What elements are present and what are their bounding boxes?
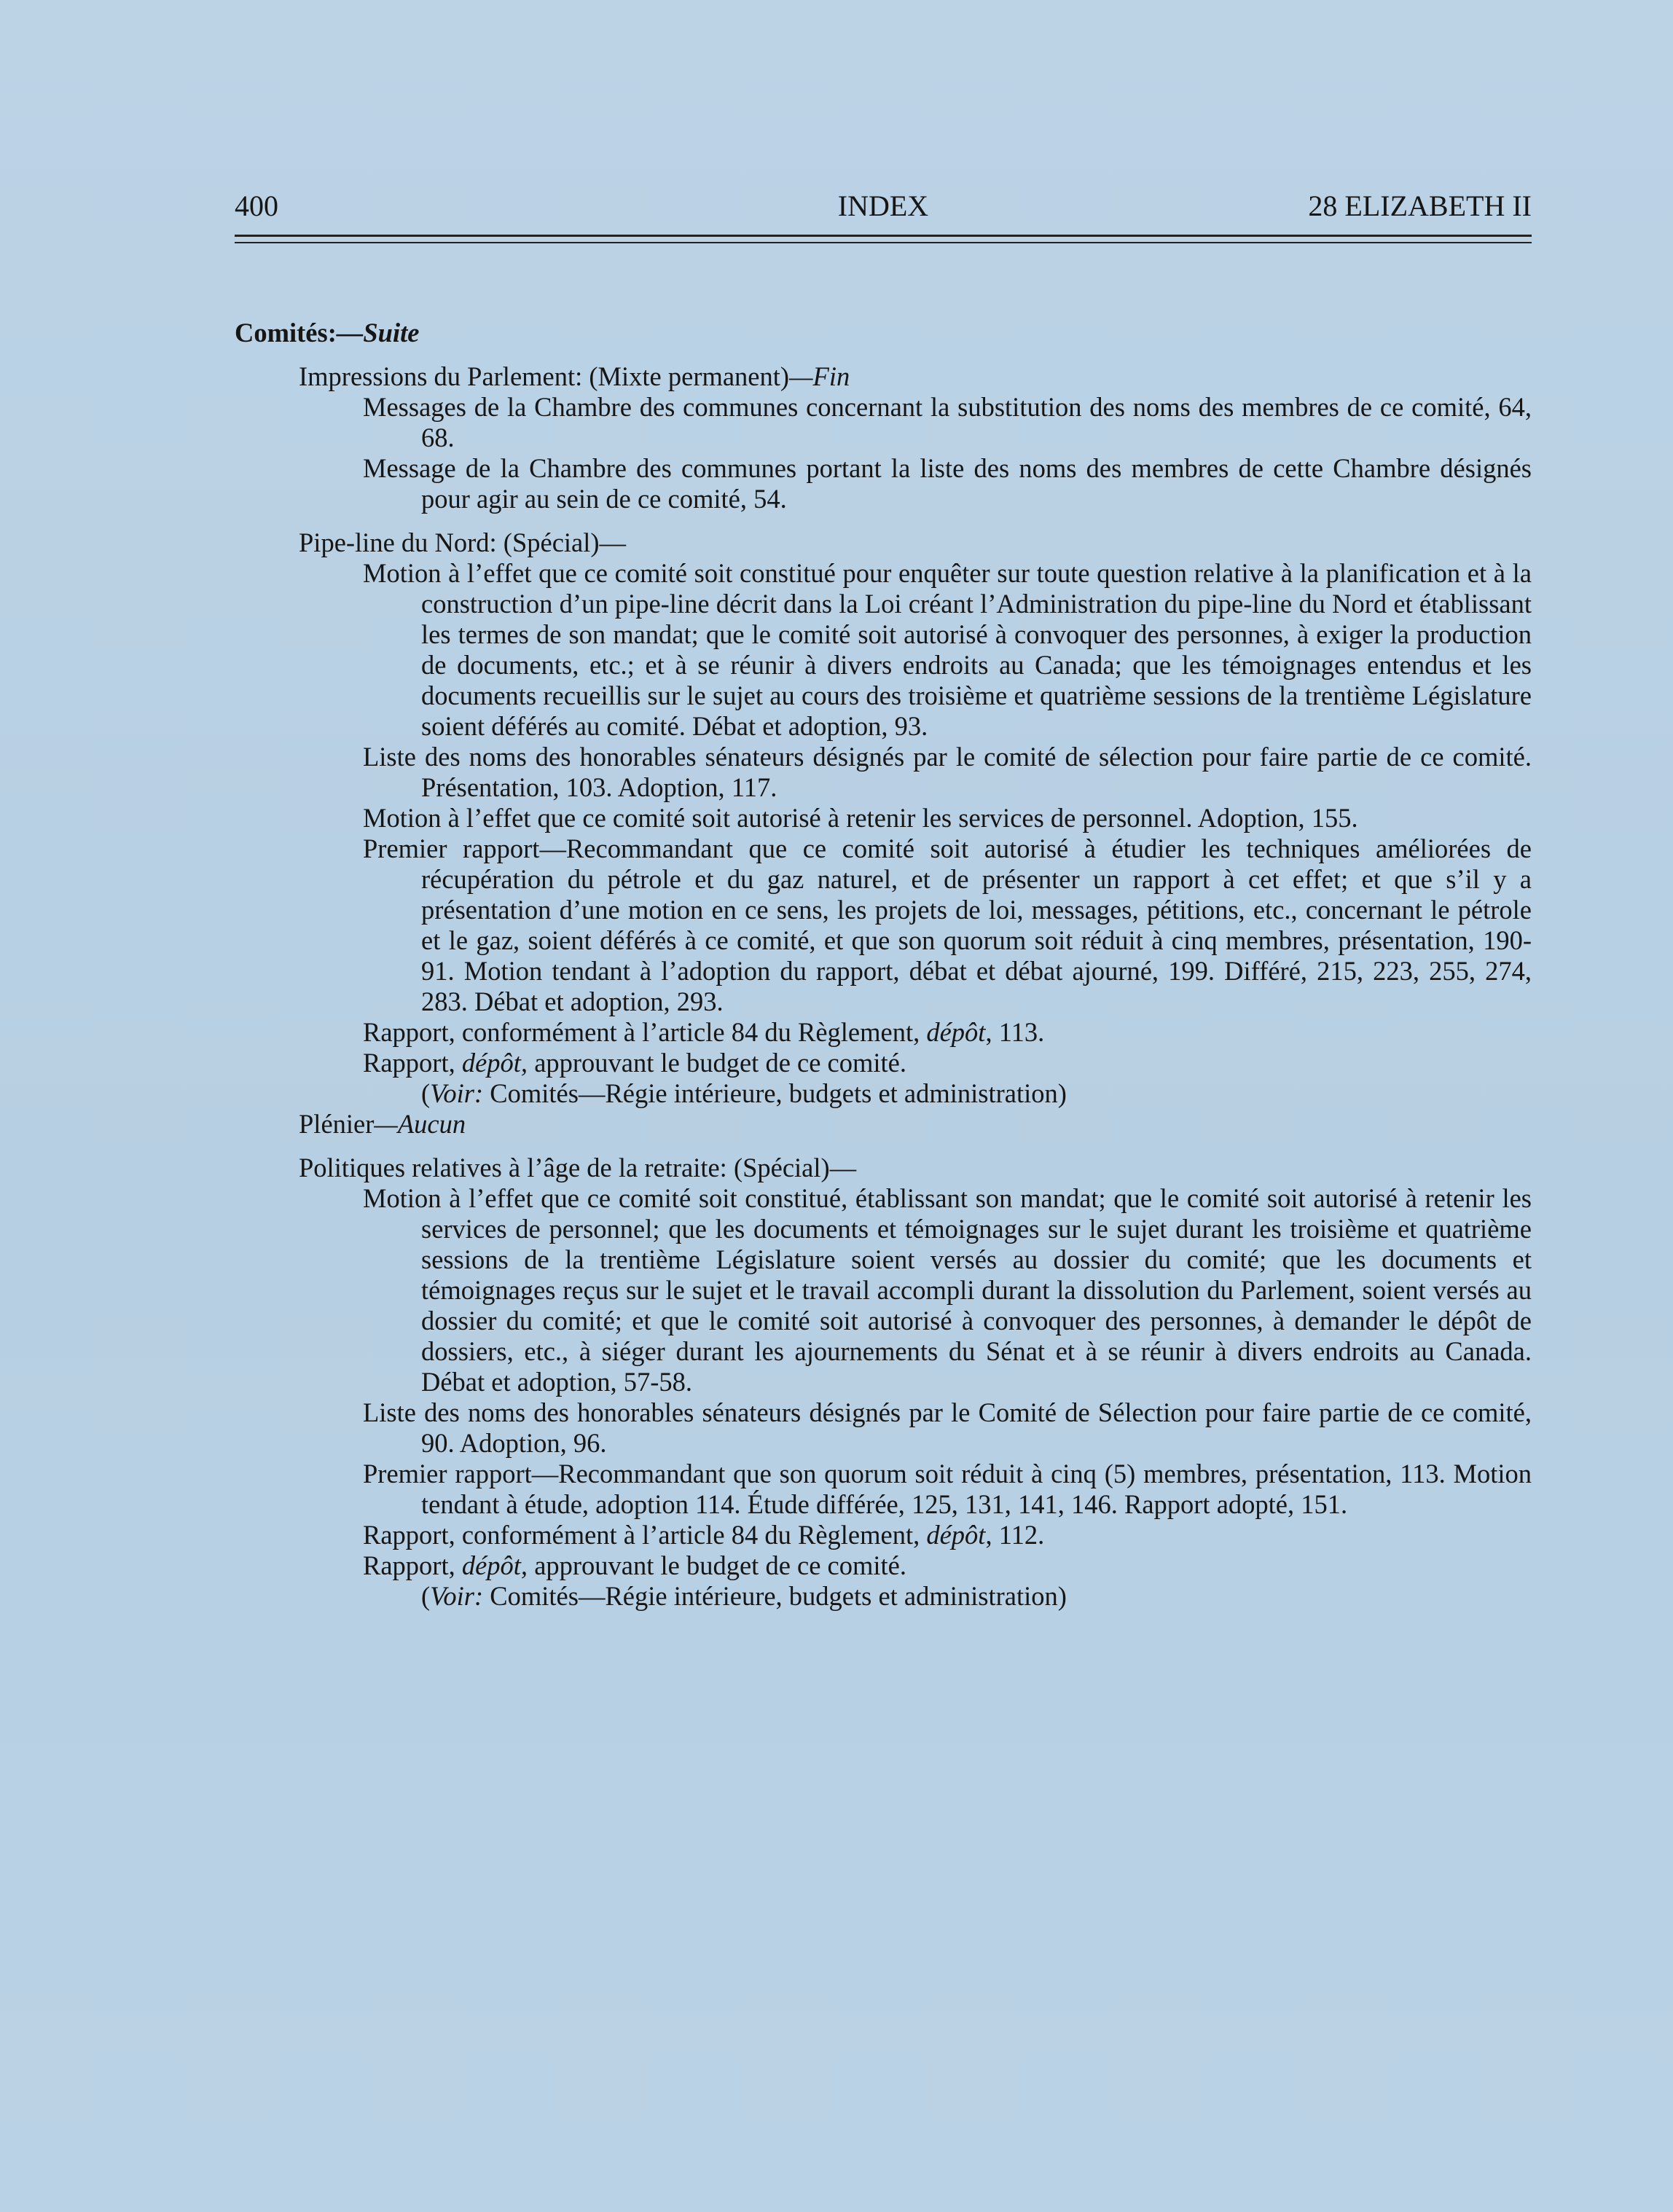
index-entry: Premier rapport—Recommandant que son quorum soit réduit à cinq (5) membres, présentation, 113. Motion tendant à étude, adoption 114. Étude différée, 125, 131, 141, 146. Rapport adopté, 151. — [363, 1459, 1532, 1519]
index-entry: Liste des noms des honorables sénateurs désignés par le comité de sélection pour faire partie de ce comité. Présentation, 103. Adoption, 117. — [363, 742, 1532, 802]
page-number: 400 — [235, 189, 278, 222]
header-reign: 28 ELIZABETH II — [1308, 189, 1532, 222]
subentry-heading-plenier — [235, 1109, 1532, 1140]
index-entry-rapport — [299, 1017, 1532, 1048]
header-rule-bottom — [235, 242, 1532, 243]
entry-italic: dépôt — [926, 1520, 986, 1550]
entry-text: Rapport, — [363, 1550, 462, 1580]
subentry-heading-politiques: Politiques relatives à l’âge de la retraite: (Spécial)— — [299, 1153, 857, 1183]
section-continuation: —Suite — [336, 318, 420, 348]
entry-italic: dépôt, — [461, 1550, 528, 1580]
index-entry: Premier rapport—Recommandant que ce comité soit autorisé à étudier les techniques améliorées de récupération du pétrole et du gaz naturel, et de présenter un rapport à cet effet; et que s’il y a présentation d’une motion en ce sens, les projets de loi, messages, pétitions, etc., concernant le pétrole et le gaz, soient déférés à ce comité, et que son quorum soit réduit à cinq membres, présentation, 190-91. Motion tendant à l’adoption du rapport, débat et débat ajourné, 199. Différé, 215, 223, 255, 274, 283. Débat et adoption, 293. — [363, 834, 1532, 1016]
index-entry: Motion à l’effet que ce comité soit constitué pour enquêter sur toute question relative à la planification et à la construction d’un pipe-line décrit dans la Loi créant l’Administration du pipe-line du Nord et établissant les termes de son mandat; que le comité soit autorisé à convoquer des personnes, à exiger la production de documents, etc.; et à se réunir à divers endroits au Canada; que les témoignages entendus et les documents recueillis sur le sujet au cours des troisième et quatrième sessions de la trentième Législature soient déférés au comité. Débat et adoption, 93. — [363, 558, 1532, 741]
subentry-heading-pipeline: Pipe-line du Nord: (Spécial)— — [299, 527, 627, 557]
subentry-heading-impressions — [235, 361, 1532, 392]
entry-text: approuvant le budget de ce comité. — [528, 1550, 906, 1580]
entry-italic: dépôt, — [461, 1048, 528, 1078]
entry-text: approuvant le budget de ce comité. — [528, 1048, 906, 1078]
xref-voir: Voir: — [430, 1581, 484, 1611]
entry-text: Rapport, — [363, 1048, 462, 1078]
index-entry: Liste des noms des honorables sénateurs désignés par le Comité de Sélection pour faire partie de ce comité, 90. Adoption, 96. — [363, 1397, 1532, 1458]
index-entry: Motion à l’effet que ce comité soit autorisé à retenir les services de personnel. Adoption, 155. — [363, 803, 1358, 833]
xref-text: Comités—Régie intérieure, budgets et administration) — [483, 1078, 1067, 1108]
running-header — [235, 188, 1532, 224]
entry-italic: dépôt — [926, 1017, 986, 1047]
entry-text: Rapport, conformément à l’article 84 du Règlement, — [363, 1520, 927, 1550]
xref-text: Comités—Régie intérieure, budgets et administration) — [483, 1581, 1067, 1611]
cross-reference — [299, 1078, 1532, 1109]
entry-text: , 112. — [985, 1520, 1045, 1550]
entry-text: , 113. — [985, 1017, 1045, 1047]
subentry-suffix: —Aucun — [374, 1109, 466, 1139]
xref-open: ( — [421, 1581, 431, 1611]
index-entry: Motion à l’effet que ce comité soit constitué, établissant son mandat; que le comité soit autorisé à retenir les services de personnel; que les documents et témoignages sur le sujet durant les troisième et quatrième sessions de la trentième Législature soient versés au dossier du comité; que les documents et témoignages reçus sur le sujet et le travail accompli durant la dissolution du Parlement, soient versés au dossier du comité; et que le comité soit autorisé à convoquer des personnes, à demander le dépôt de dossiers, etc., à siéger durant les ajournements du Sénat et à se réunir à divers endroits au Canada. Débat et adoption, 57-58. — [363, 1183, 1532, 1397]
index-content — [235, 318, 1532, 1612]
index-entry-rapport — [299, 1550, 1532, 1581]
index-entry: Message de la Chambre des communes portant la liste des noms des membres de cette Chambre désignés pour agir au sein de ce comité, 54. — [363, 453, 1532, 514]
index-entry-rapport — [299, 1048, 1532, 1078]
cross-reference — [299, 1581, 1532, 1612]
index-entry-rapport — [299, 1520, 1532, 1550]
subentry-title: Plénier — [299, 1109, 375, 1139]
xref-open: ( — [421, 1078, 431, 1108]
header-rule-top — [235, 235, 1532, 237]
index-entry: Messages de la Chambre des communes concernant la substitution des noms des membres de ce comité, 64, 68. — [363, 392, 1532, 452]
subentry-title: Impressions du Parlement: (Mixte permanent) — [299, 361, 790, 391]
section-heading — [235, 318, 1532, 348]
subentry-suffix: —Fin — [789, 361, 850, 391]
xref-voir: Voir: — [430, 1078, 484, 1108]
header-title: INDEX — [837, 189, 929, 222]
section-title: Comités: — [235, 318, 337, 348]
entry-text: Rapport, conformément à l’article 84 du Règlement, — [363, 1017, 927, 1047]
